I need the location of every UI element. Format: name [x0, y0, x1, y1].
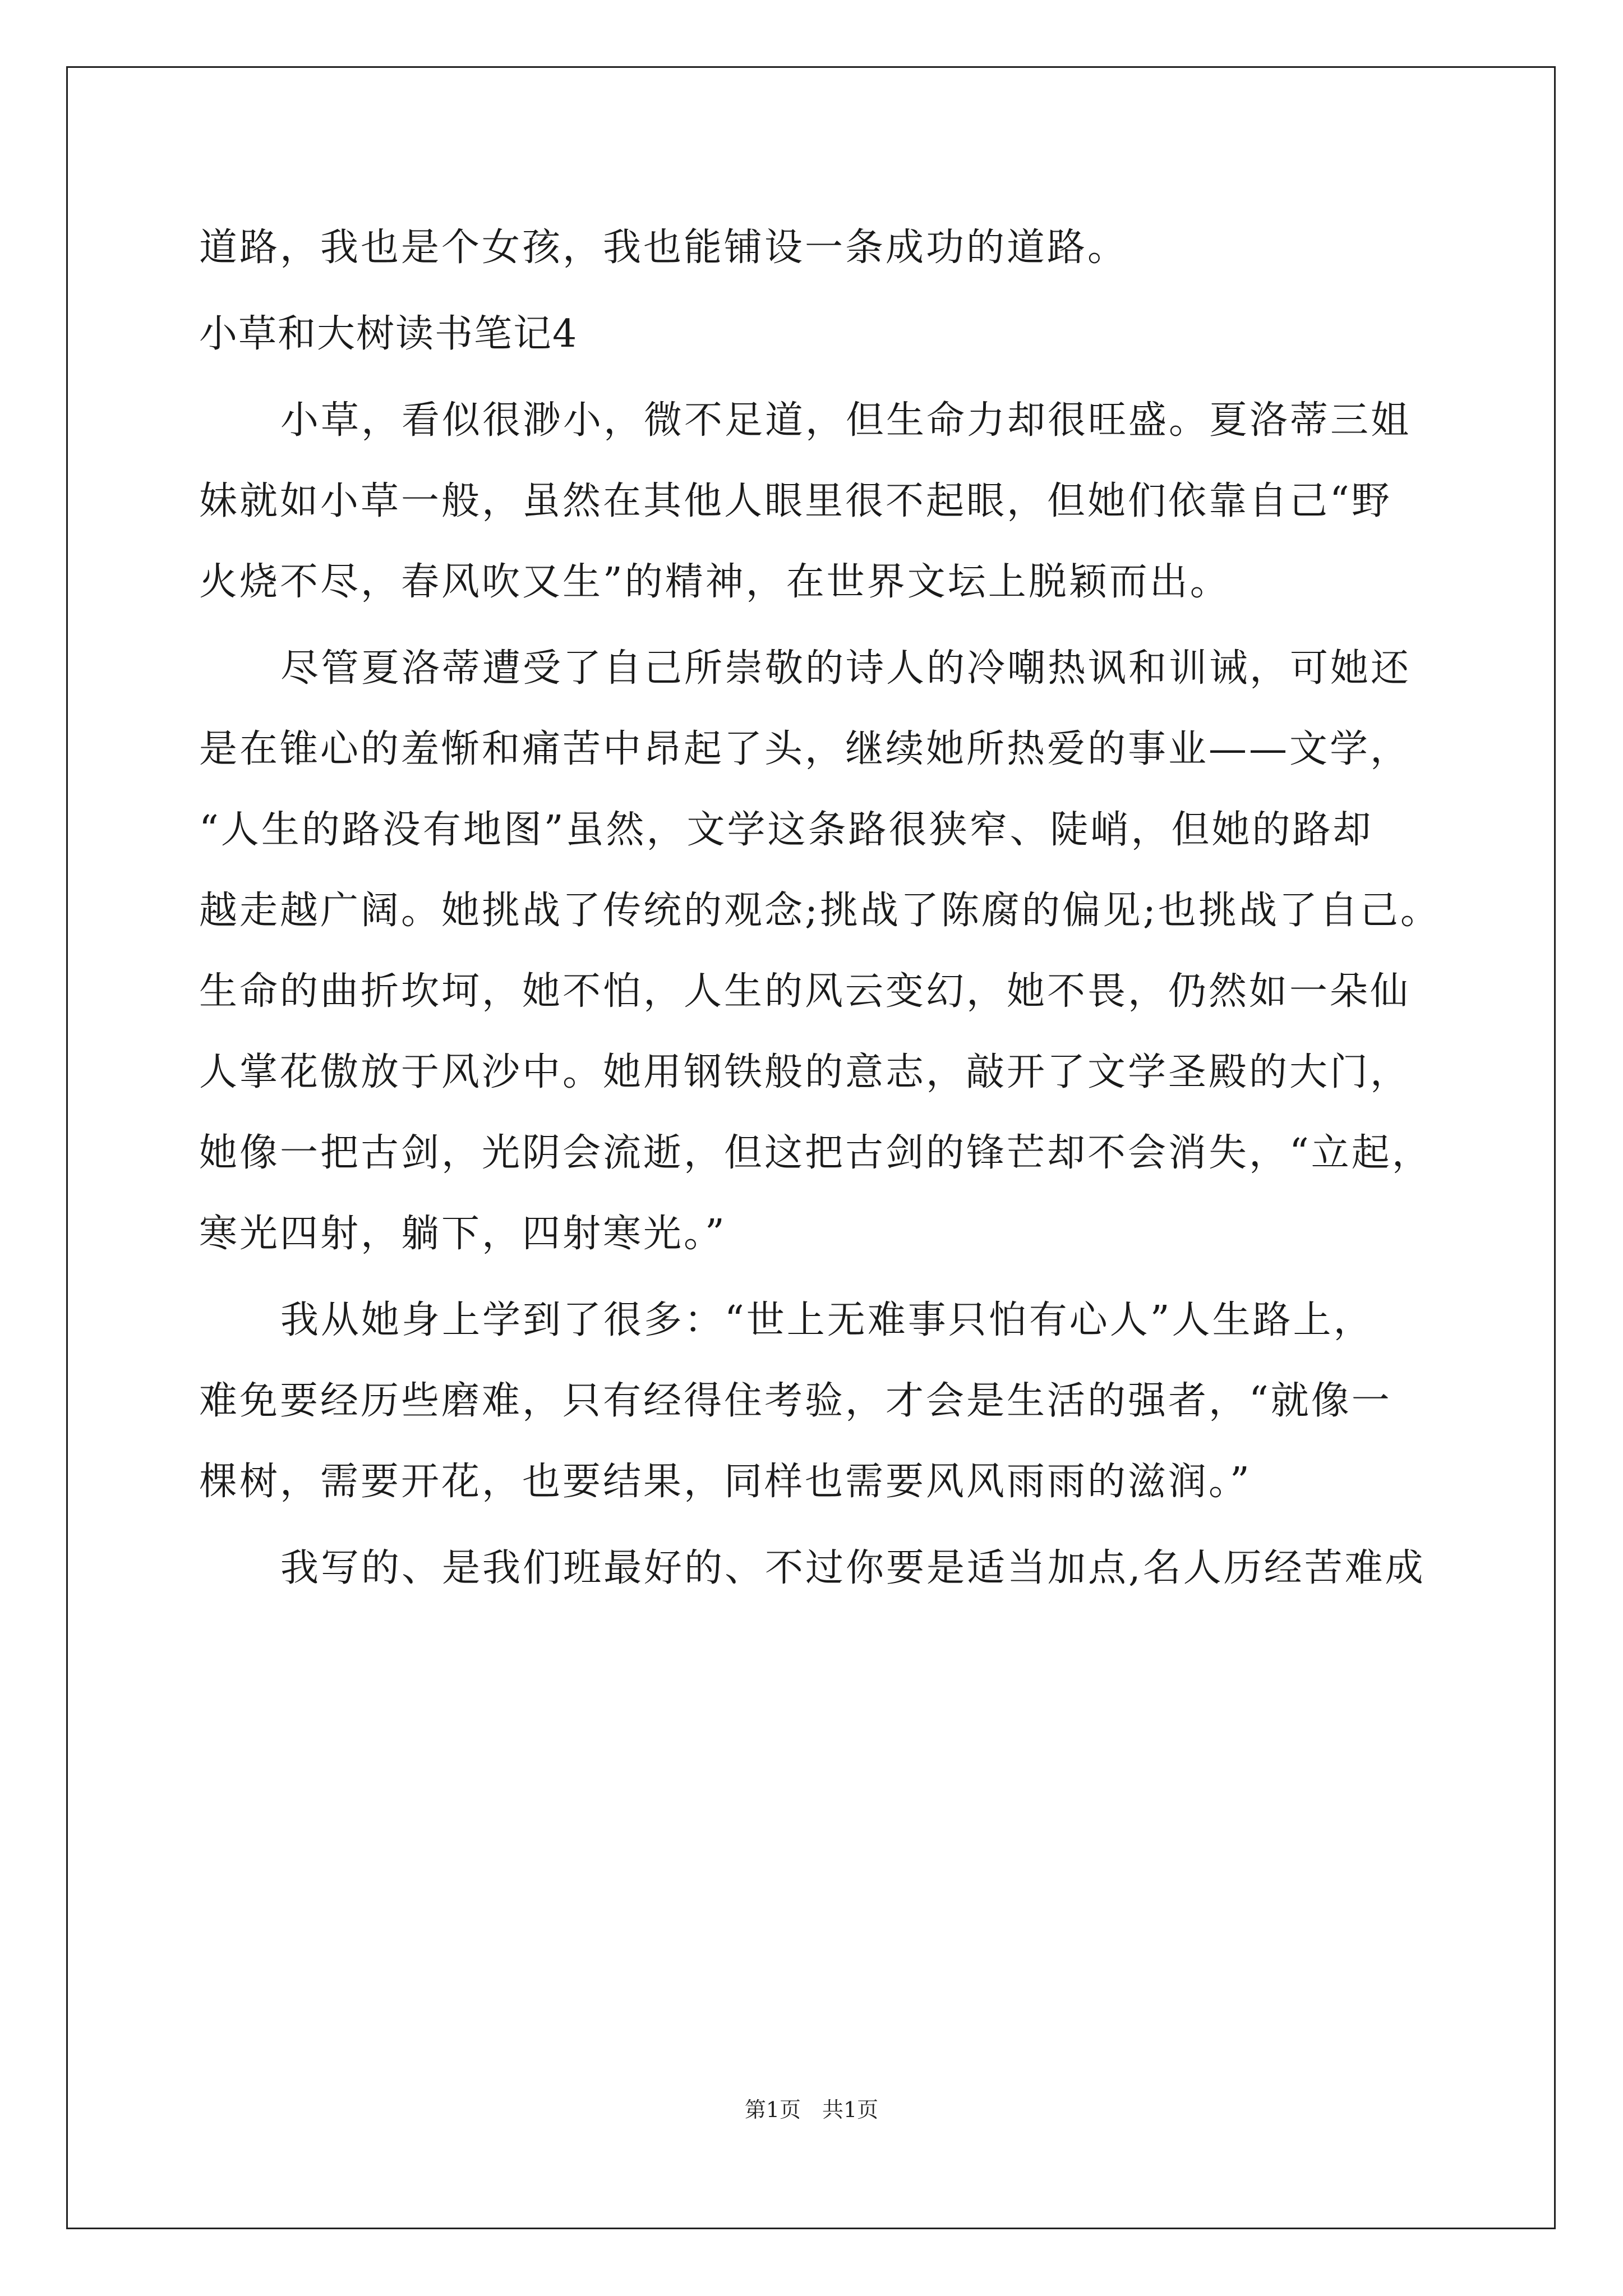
paragraph	[199, 628, 1441, 1274]
page-number-footer: 第1页 共1页	[744, 2097, 879, 2122]
text-line: 越走越广阔。她挑战了传统的观念;挑战了陈腐的偏见;也挑战了自己。	[199, 889, 1441, 933]
text-line: 难免要经历些磨难，只有经得住考验，才会是生活的强者，“就像一	[199, 1379, 1392, 1423]
paragraph-continuation	[199, 208, 1424, 288]
section-heading: 小草和大树读书笔记4	[199, 312, 578, 356]
text-line: 她像一把古剑，光阴会流逝，但这把古剑的锋芒却不会消失，“立起，	[199, 1131, 1432, 1175]
document-body	[199, 208, 1441, 1609]
text-line: “人生的路没有地图”虽然，文学这条路很狭窄、陡峭，但她的路却	[199, 808, 1373, 852]
text-line: 生命的曲折坎坷，她不怕，人生的风云变幻，她不畏，仍然如一朵仙	[199, 969, 1411, 1014]
text-line: 妹就如小草一般，虽然在其他人眼里很不起眼，但她们依靠自己“野	[199, 479, 1392, 523]
text-line: 小草，看似很渺小，微不足道，但生命力却很旺盛。夏洛蒂三姐	[280, 398, 1412, 443]
text-line: 是在锥心的羞惭和痛苦中昂起了头，继续她所热爱的事业——文学，	[199, 727, 1411, 771]
text-line: 道路，我也是个女孩，我也能铺设一条成功的道路。	[199, 226, 1128, 270]
paragraph	[199, 1528, 1424, 1609]
text-line: 人掌花傲放于风沙中。她用钢铁般的意志，敲开了文学圣殿的大门，	[199, 1050, 1411, 1094]
text-line: 我从她身上学到了很多：“世上无难事只怕有心人”人生路上，	[280, 1298, 1374, 1342]
text-line: 我写的、是我们班最好的、不过你要是适当加点,名人历经苦难成	[280, 1546, 1426, 1590]
text-line: 火烧不尽，春风吹又生”的精神，在世界文坛上脱颖而出。	[199, 560, 1230, 604]
text-line: 尽管夏洛蒂遭受了自己所崇敬的诗人的冷嘲热讽和训诫，可她还	[280, 646, 1412, 691]
text-line: 棵树，需要开花，也要结果，同样也需要风风雨雨的滋润。”	[199, 1460, 1252, 1504]
paragraph	[199, 380, 1424, 623]
text-line: 寒光四射，躺下，四射寒光。”	[199, 1212, 727, 1256]
paragraph	[199, 1280, 1424, 1522]
